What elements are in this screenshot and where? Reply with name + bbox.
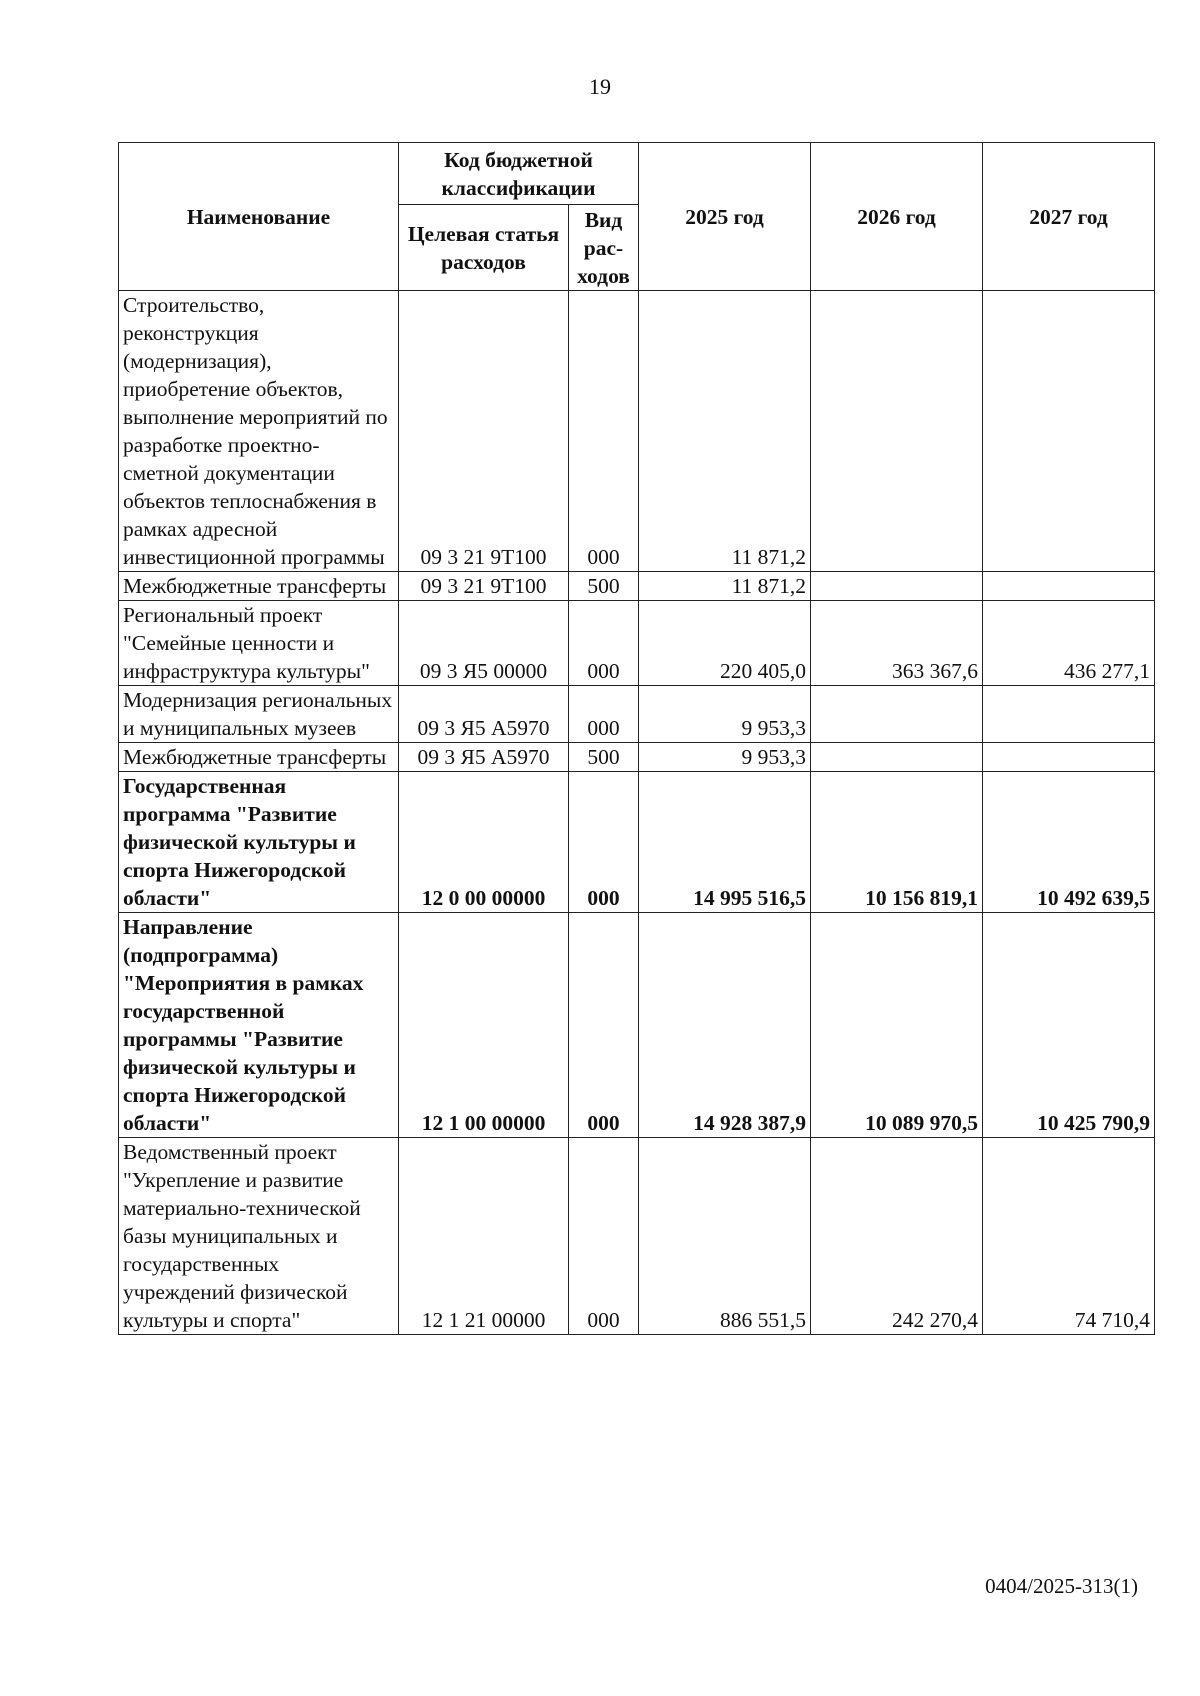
row-code: 12 0 00 00000 — [399, 772, 569, 913]
budget-table — [118, 142, 1155, 1335]
page-number: 19 — [589, 74, 611, 99]
row-expense-type: 000 — [569, 686, 639, 743]
row-2025: 11 871,2 — [639, 572, 811, 601]
table-row — [119, 572, 1155, 601]
row-name: Межбюджетные трансферты — [119, 743, 399, 772]
row-expense-type: 500 — [569, 572, 639, 601]
row-code: 09 3 Я5 А5970 — [399, 743, 569, 772]
header-2026: 2026 год — [811, 143, 983, 291]
row-2025: 11 871,2 — [639, 291, 811, 572]
row-expense-type: 000 — [569, 601, 639, 686]
row-code: 09 3 21 9Т100 — [399, 291, 569, 572]
row-2025: 14 928 387,9 — [639, 913, 811, 1138]
row-name: Ведомственный проект "Укрепление и развитие материально-технической базы муниципальных и государственных учреждений физической культуры и спорта" — [119, 1138, 399, 1335]
row-2025: 220 405,0 — [639, 601, 811, 686]
row-2026 — [811, 686, 983, 743]
row-2026 — [811, 291, 983, 572]
row-expense-type: 000 — [569, 772, 639, 913]
row-name: Модернизация региональных и муниципальных музеев — [119, 686, 399, 743]
row-code: 09 3 21 9Т100 — [399, 572, 569, 601]
table-row — [119, 1138, 1155, 1335]
row-2025: 886 551,5 — [639, 1138, 811, 1335]
row-name: Региональный проект "Семейные ценности и инфраструктура культуры" — [119, 601, 399, 686]
table-row — [119, 291, 1155, 572]
row-name: Направление (подпрограмма) "Мероприятия в рамках государственной программы "Развитие физической культуры и спорта Нижегородской области" — [119, 913, 399, 1138]
header-target-article: Целевая статья расходов — [399, 205, 569, 291]
row-2026: 242 270,4 — [811, 1138, 983, 1335]
row-expense-type: 000 — [569, 1138, 639, 1335]
row-2027: 10 425 790,9 — [983, 913, 1155, 1138]
row-code: 12 1 21 00000 — [399, 1138, 569, 1335]
row-expense-type: 000 — [569, 913, 639, 1138]
row-2026 — [811, 572, 983, 601]
table-row — [119, 601, 1155, 686]
table-row — [119, 686, 1155, 743]
document-code: 0404/2025-313(1) — [985, 1574, 1138, 1598]
header-name: Наименование — [119, 143, 399, 291]
row-expense-type: 500 — [569, 743, 639, 772]
header-2025: 2025 год — [639, 143, 811, 291]
row-2026: 10 156 819,1 — [811, 772, 983, 913]
row-code: 12 1 00 00000 — [399, 913, 569, 1138]
row-name: Строительство, реконструкция (модернизация), приобретение объектов, выполнение мероприятий по разработке проектно-сметной документации объектов теплоснабжения в рамках адресной инвестиционной программы — [119, 291, 399, 572]
row-2027: 74 710,4 — [983, 1138, 1155, 1335]
row-2026: 10 089 970,5 — [811, 913, 983, 1138]
header-code-group: Код бюджетной классификации — [399, 143, 639, 205]
table-row — [119, 772, 1155, 913]
row-2026 — [811, 743, 983, 772]
row-2027 — [983, 686, 1155, 743]
row-2027: 436 277,1 — [983, 601, 1155, 686]
header-2027: 2027 год — [983, 143, 1155, 291]
table-row — [119, 743, 1155, 772]
row-2027: 10 492 639,5 — [983, 772, 1155, 913]
row-2027 — [983, 743, 1155, 772]
row-2027 — [983, 572, 1155, 601]
row-code: 09 3 Я5 00000 — [399, 601, 569, 686]
row-2026: 363 367,6 — [811, 601, 983, 686]
row-2025: 14 995 516,5 — [639, 772, 811, 913]
row-code: 09 3 Я5 А5970 — [399, 686, 569, 743]
row-name: Межбюджетные трансферты — [119, 572, 399, 601]
row-2025: 9 953,3 — [639, 743, 811, 772]
row-2027 — [983, 291, 1155, 572]
table-row — [119, 913, 1155, 1138]
row-2025: 9 953,3 — [639, 686, 811, 743]
header-expense-type: Вид рас- ходов — [569, 205, 639, 291]
row-name: Государственная программа "Развитие физической культуры и спорта Нижегородской области" — [119, 772, 399, 913]
row-expense-type: 000 — [569, 291, 639, 572]
